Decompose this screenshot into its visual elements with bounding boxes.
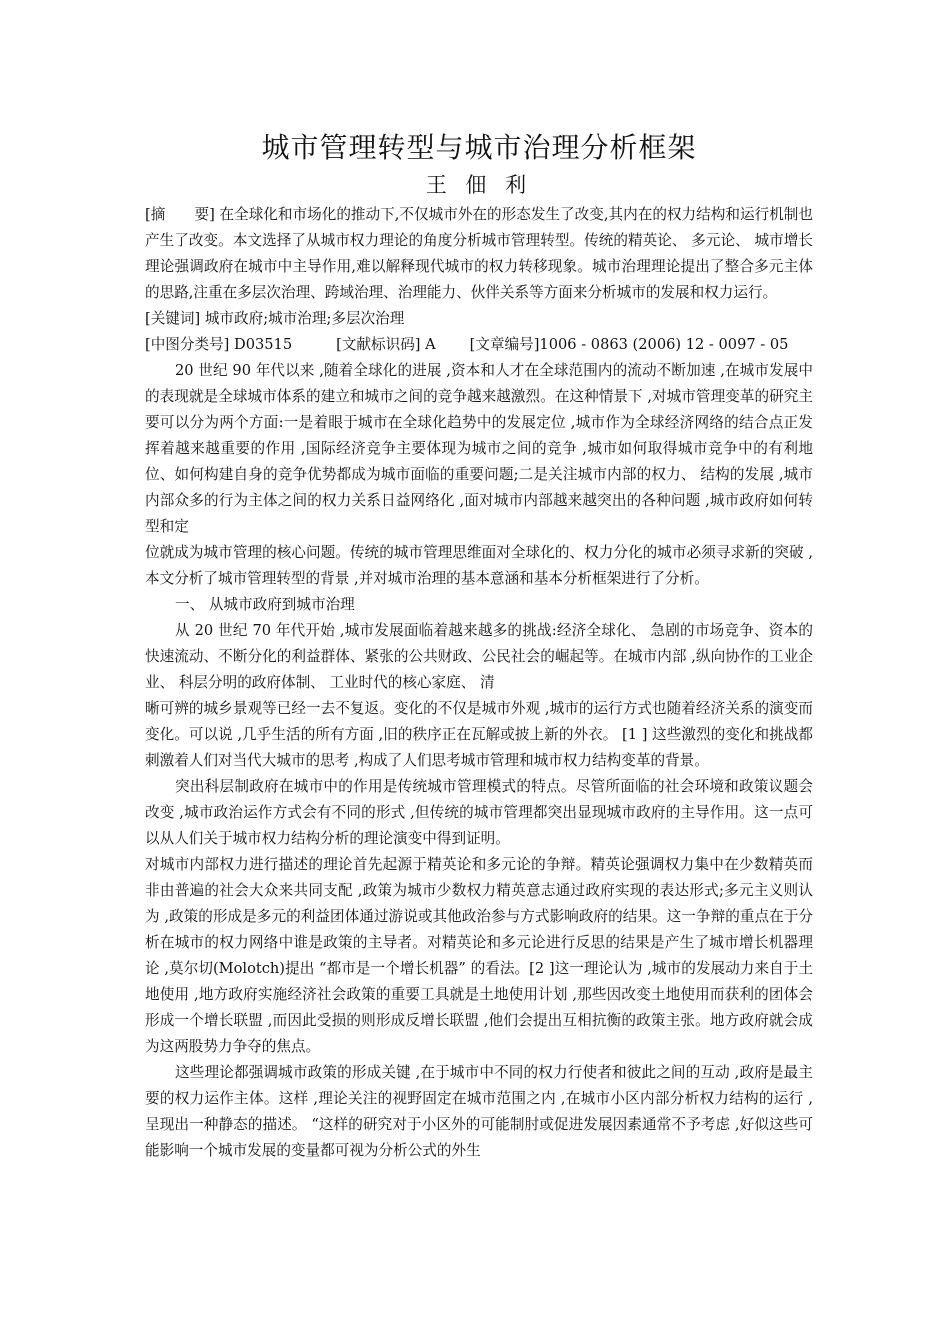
paper-title: 城市管理转型与城市治理分析框架 bbox=[261, 131, 697, 164]
body-paragraph-1-cont: 位就成为城市管理的核心问题。传统的城市管理思维面对全球化的、权力分化的城市必须寻求新的突破 ,本文分析了城市管理转型的背景 ,并对城市治理的基本意涵和基本分析框架进行了分析。 bbox=[145, 544, 813, 587]
clc-number: [中图分类号] D03515 bbox=[145, 336, 293, 353]
abstract-label: [摘 要] bbox=[145, 206, 215, 223]
abstract bbox=[145, 202, 813, 306]
keywords-text: 城市政府;城市治理;多层次治理 bbox=[204, 310, 405, 327]
keywords bbox=[145, 306, 813, 332]
body-paragraph-3: 突出科层制政府在城市中的作用是传统城市管理模式的特点。尽管所面临的社会环境和政策议题会改变 ,城市政治运作方式会有不同的形式 ,但传统的城市管理都突出显现城市政府的主导作用。这一点可以从人们关于城市权力结构分析的理论演变中得到证明。 bbox=[145, 778, 813, 847]
paper-page bbox=[145, 128, 813, 1164]
paper-author: 王 佃 利 bbox=[425, 173, 533, 197]
abstract-text: 在全球化和市场化的推动下,不仅城市外在的形态发生了改变,其内在的权力结构和运行机制也产生了改变。本文选择了从城市权力理论的角度分析城市管理转型。传统的精英论、 多元论、 城市增长理论强调政府在城市中主导作用,难以解释现代城市的权力转移现象。城市治理理论提出了整合多元主体的思路,注重在多层次治理、跨域治理、治理能力、伙伴关系等方面来分析城市的发展和权力运行。 bbox=[145, 206, 813, 301]
keywords-label: [关键词] bbox=[145, 310, 201, 327]
body-paragraph-2: 从 20 世纪 70 年代开始 ,城市发展面临着越来越多的挑战:经济全球化、 急剧的市场竞争、资本的快速流动、不断分化的利益群体、紧张的公共财政、公民社会的崛起等。在城市内部 ,纵向协作的工业企业、 科层分明的政府体制、 工业时代的核心家庭、 清 bbox=[145, 622, 813, 691]
body-paragraph-3-cont: 对城市内部权力进行描述的理论首先起源于精英论和多元论的争辩。精英论强调权力集中在少数精英而非由普遍的社会大众来共同支配 ,政策为城市少数权力精英意志通过政府实现的表达形式;多元主义则认为 ,政策的形成是多元的利益团体通过游说或其他政治参与方式影响政府的结果。这一争辩的重点在于分析在城市的权力网络中谁是政策的主导者。对精英论和多元论进行反思的结果是产生了城市增长机器理论 ,莫尔切(Molotch)提出 “都市是一个增长机器” 的看法。[2 ]这一理论认为 ,城市的发展动力来自于土地使用 ,地方政府实施经济社会政策的重要工具就是土地使用计划 ,那些因改变土地使用而获利的团体会形成一个增长联盟 ,而因此受损的则形成反增长联盟 ,他们会提出互相抗衡的政策主张。地方政府就会成为这两股势力争夺的焦点。 bbox=[145, 856, 813, 1055]
body-paragraph-2-cont: 晰可辨的城乡景观等已经一去不复返。变化的不仅是城市外观 ,城市的运行方式也随着经济关系的演变而变化。可以说 ,几乎生活的所有方面 ,旧的秩序正在瓦解或披上新的外衣。 [1 ] 这些激烈的变化和挑战都刺激着人们对当代大城市的思考 ,构成了人们思考城市管理和城市权力结构变革的背景。 bbox=[145, 700, 813, 769]
body-paragraph-1: 20 世纪 90 年代以来 ,随着全球化的进展 ,资本和人才在全球范围内的流动不断加速 ,在城市发展中的表现就是全球城市体系的建立和城市之间的竞争越来越激烈。在这种情景下 ,对城市管理变革的研究主要可以分为两个方面:一是着眼于城市在全球化趋势中的发展定位 ,城市作为全球经济网络的结合点正发挥着越来越重要的作用 ,国际经济竞争主要体现为城市之间的竞争 ,城市如何取得城市竞争中的有利地位、如何构建自身的竞争优势都成为城市面临的重要问题;二是关注城市内部的权力、 结构的发展 ,城市内部众多的行为主体之间的权力关系日益网络化 ,面对城市内部越来越突出的各种问题 ,城市政府如何转型和定 bbox=[145, 362, 813, 535]
classification-line bbox=[145, 332, 813, 358]
body-paragraph-4: 这些理论都强调城市政策的形成关键 ,在于城市中不同的权力行使者和彼此之间的互动 ,政府是最主要的权力运作主体。这样 ,理论关注的视野固定在城市范围之内 ,在城市小区内部分析权力结构的运行 ,呈现出一种静态的描述。 “这样的研究对于小区外的可能制肘或促进发展因素通常不予考虑 ,好似这些可能影响一个城市发展的变量都可视为分析公式的外生 bbox=[145, 1064, 813, 1159]
section-heading-1: 一、 从城市政府到城市治理 bbox=[175, 596, 355, 613]
article-number: [文章编号]1006 - 0863 (2006) 12 - 0097 - 05 bbox=[469, 336, 789, 353]
document-code: [文献标识码] A bbox=[336, 336, 436, 353]
